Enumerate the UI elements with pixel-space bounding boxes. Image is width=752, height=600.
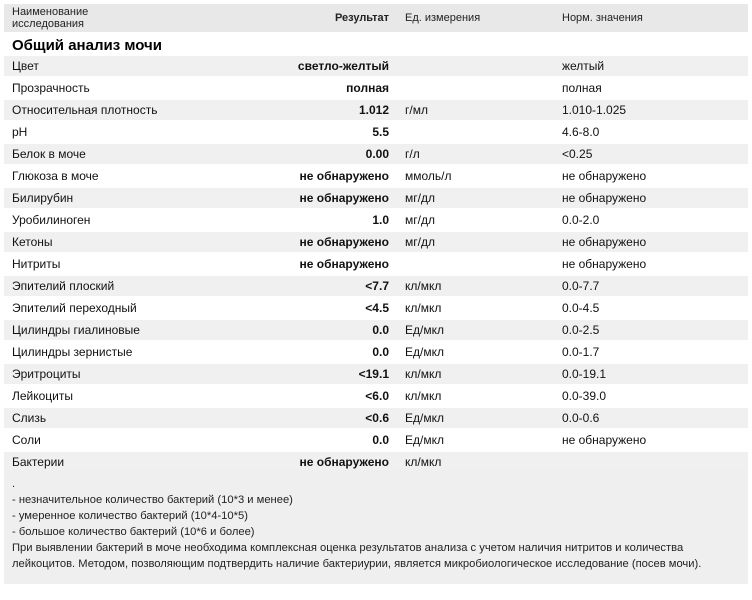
table-header-row	[4, 4, 748, 34]
section-row	[4, 34, 748, 56]
cell-name: Цвет	[4, 56, 168, 78]
cell-name: Относительная плотность	[4, 100, 168, 122]
cell-result: 1.012	[168, 100, 397, 122]
cell-unit: ммоль/л	[397, 166, 554, 188]
table-row	[4, 320, 748, 342]
cell-name: Прозрачность	[4, 78, 168, 100]
table-row	[4, 122, 748, 144]
table-row	[4, 188, 748, 210]
cell-norm: 0.0-1.7	[554, 342, 748, 364]
header-name: Наименование исследования	[4, 4, 168, 34]
cell-norm: 0.0-2.5	[554, 320, 748, 342]
cell-name: Соли	[4, 430, 168, 452]
table-row	[4, 100, 748, 122]
cell-unit	[397, 122, 554, 144]
cell-norm: желтый	[554, 56, 748, 78]
cell-unit: кл/мкл	[397, 364, 554, 386]
cell-name: Лейкоциты	[4, 386, 168, 408]
cell-result: не обнаружено	[168, 452, 397, 474]
cell-result: <7.7	[168, 276, 397, 298]
cell-norm: 0.0-0.6	[554, 408, 748, 430]
cell-result: 0.0	[168, 320, 397, 342]
cell-unit: кл/мкл	[397, 452, 554, 474]
table-row	[4, 56, 748, 78]
header-norm: Норм. значения	[554, 4, 748, 34]
table-row	[4, 386, 748, 408]
cell-result: полная	[168, 78, 397, 100]
section-title: Общий анализ мочи	[4, 34, 748, 56]
note-line: - незначительное количество бактерий (10*3 и менее)	[12, 494, 293, 506]
cell-result: 0.00	[168, 144, 397, 166]
table-row	[4, 78, 748, 100]
note-line: .	[12, 478, 16, 490]
table-row	[4, 430, 748, 452]
header-unit: Ед. измерения	[397, 4, 554, 34]
cell-name: Эпителий плоский	[4, 276, 168, 298]
cell-norm: <0.25	[554, 144, 748, 166]
cell-norm: 0.0-2.0	[554, 210, 748, 232]
cell-unit: Ед/мкл	[397, 320, 554, 342]
cell-result: <4.5	[168, 298, 397, 320]
results-table	[4, 4, 748, 474]
cell-result: <19.1	[168, 364, 397, 386]
cell-result: светло-желтый	[168, 56, 397, 78]
header-result: Результат	[168, 4, 397, 34]
table-row	[4, 408, 748, 430]
cell-norm: не обнаружено	[554, 430, 748, 452]
cell-name: Эпителий переходный	[4, 298, 168, 320]
cell-unit: мг/дл	[397, 188, 554, 210]
cell-unit: кл/мкл	[397, 298, 554, 320]
cell-name: Кетоны	[4, 232, 168, 254]
notes-box	[4, 470, 748, 584]
table-row	[4, 232, 748, 254]
cell-norm: не обнаружено	[554, 188, 748, 210]
cell-name: Цилиндры гиалиновые	[4, 320, 168, 342]
cell-norm: не обнаружено	[554, 166, 748, 188]
table-row	[4, 254, 748, 276]
table-row	[4, 210, 748, 232]
cell-unit: мг/дл	[397, 232, 554, 254]
cell-norm: 0.0-7.7	[554, 276, 748, 298]
cell-unit: кл/мкл	[397, 386, 554, 408]
table-row	[4, 166, 748, 188]
cell-name: Нитриты	[4, 254, 168, 276]
cell-unit: г/л	[397, 144, 554, 166]
cell-unit	[397, 78, 554, 100]
cell-unit: Ед/мкл	[397, 342, 554, 364]
table-row	[4, 364, 748, 386]
note-line: - умеренное количество бактерий (10*4-10*5)	[12, 510, 248, 522]
table-row	[4, 144, 748, 166]
cell-name: Эритроциты	[4, 364, 168, 386]
cell-name: Цилиндры зернистые	[4, 342, 168, 364]
cell-result: 0.0	[168, 430, 397, 452]
cell-norm: 0.0-39.0	[554, 386, 748, 408]
cell-name: Слизь	[4, 408, 168, 430]
cell-name: Бактерии	[4, 452, 168, 474]
cell-norm: 1.010-1.025	[554, 100, 748, 122]
cell-norm: 4.6-8.0	[554, 122, 748, 144]
table-row	[4, 342, 748, 364]
cell-norm: полная	[554, 78, 748, 100]
cell-result: не обнаружено	[168, 188, 397, 210]
cell-unit: Ед/мкл	[397, 408, 554, 430]
cell-name: Белок в моче	[4, 144, 168, 166]
cell-name: pH	[4, 122, 168, 144]
cell-norm: 0.0-19.1	[554, 364, 748, 386]
table-row	[4, 276, 748, 298]
cell-unit	[397, 254, 554, 276]
cell-norm: не обнаружено	[554, 232, 748, 254]
cell-result: 5.5	[168, 122, 397, 144]
cell-unit: мг/дл	[397, 210, 554, 232]
note-paragraph: При выявлении бактерий в моче необходима комплексная оценка результатов анализа с учетом наличия нитритов и количества лейкоцитов. Методом, позволяющим подтвердить наличие бактериурии, является микробиологическое исследование (посев мочи).	[12, 542, 702, 570]
cell-result: 1.0	[168, 210, 397, 232]
cell-result: не обнаружено	[168, 232, 397, 254]
cell-unit: Ед/мкл	[397, 430, 554, 452]
cell-result: не обнаружено	[168, 254, 397, 276]
cell-norm: не обнаружено	[554, 254, 748, 276]
cell-unit: г/мл	[397, 100, 554, 122]
cell-unit	[397, 56, 554, 78]
cell-result: <0.6	[168, 408, 397, 430]
cell-result: 0.0	[168, 342, 397, 364]
cell-result: <6.0	[168, 386, 397, 408]
cell-norm: 0.0-4.5	[554, 298, 748, 320]
table-row	[4, 298, 748, 320]
cell-unit: кл/мкл	[397, 276, 554, 298]
cell-name: Глюкоза в моче	[4, 166, 168, 188]
cell-name: Уробилиноген	[4, 210, 168, 232]
cell-name: Билирубин	[4, 188, 168, 210]
note-line: - большое количество бактерий (10*6 и более)	[12, 526, 255, 538]
cell-result: не обнаружено	[168, 166, 397, 188]
